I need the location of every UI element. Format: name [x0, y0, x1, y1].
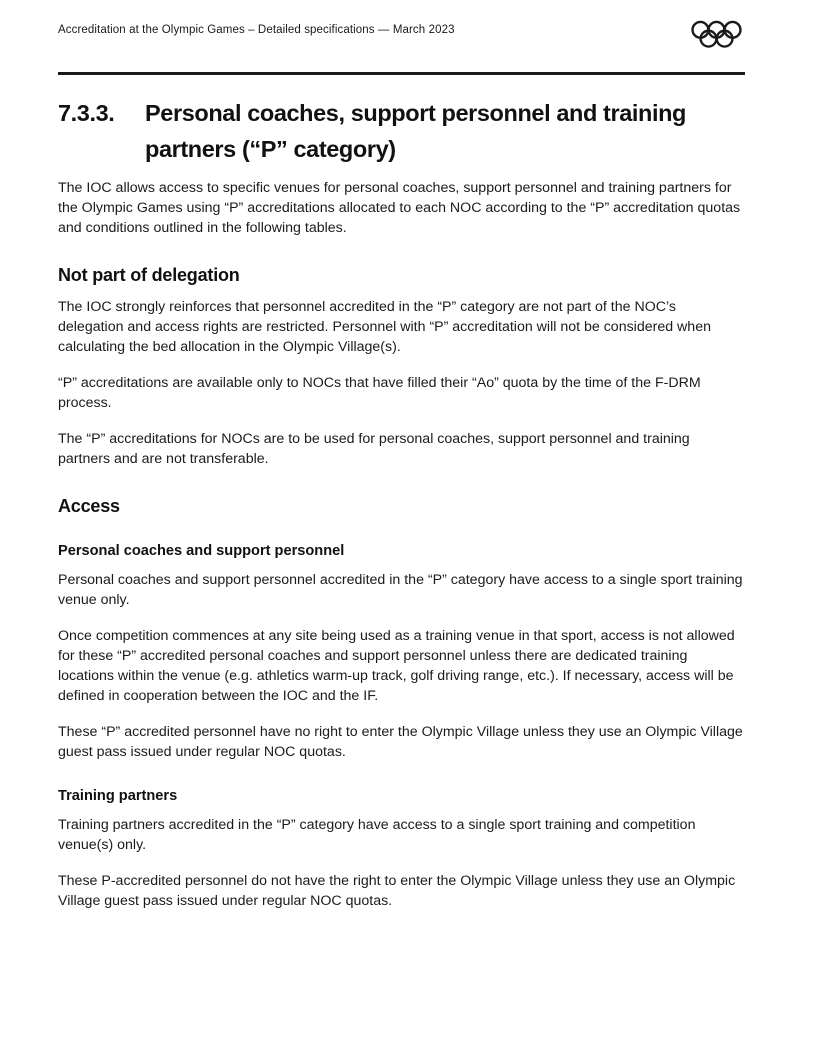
personal-coaches-paragraph: These “P” accredited personnel have no right to enter the Olympic Village unless they use an Olympic Village guest pass issued under regular NOC quotas.	[58, 723, 743, 760]
delegation-paragraph: The IOC strongly reinforces that personnel accredited in the “P” category are not part of the NOC’s delegation and access rights are restricted. Personnel with “P” accreditation will not be considered when calculating the bed allocation in the Olympic Village(s).	[58, 298, 711, 355]
heading-personal-coaches: Personal coaches and support personnel	[58, 542, 345, 559]
heading-training-partners: Training partners	[58, 787, 178, 804]
training-partners-paragraph: Training partners accredited in the “P” category have access to a single sport training and competition venue(s) only.	[58, 816, 696, 853]
header-title: Accreditation at the Olympic Games – Detailed specifications — March 2023	[58, 24, 455, 36]
personal-coaches-paragraph: Once competition commences at any site being used as a training venue in that sport, access is not allowed for these “P” accredited personal coaches and support personnel unless there are dedicated training locations within the venue (e.g. athletics warm-up track, golf driving range, etc.). If necessary, access will be defined in cooperation between the IOC and the IF.	[58, 627, 735, 704]
section-number: 7.3.3.	[58, 99, 115, 126]
section-body	[58, 178, 745, 911]
personal-coaches-paragraph: Personal coaches and support personnel accredited in the “P” category have access to a single sport training venue only.	[58, 571, 743, 608]
header-divider-rule	[58, 72, 745, 75]
training-partners-paragraph: These P-accredited personnel do not have the right to enter the Olympic Village unless they use an Olympic Village guest pass issued under regular NOC quotas.	[58, 872, 736, 909]
delegation-paragraph: “P” accreditations are available only to NOCs that have filled their “Ao” quota by the time of the F-DRM process.	[58, 374, 701, 411]
section-heading	[58, 95, 745, 167]
olympic-rings-icon	[689, 18, 745, 52]
heading-not-part-of-delegation: Not part of delegation	[58, 264, 240, 285]
delegation-paragraph: The “P” accreditations for NOCs are to be used for personal coaches, support personnel and training partners and are not transferable.	[58, 430, 690, 467]
section-title: Personal coaches, support personnel and training partners (“P” category)	[145, 99, 687, 162]
intro-paragraph: The IOC allows access to specific venues for personal coaches, support personnel and training partners for the Olympic Games using “P” accreditations allocated to each NOC according to the “P” accreditation quotas and conditions outlined in the following tables.	[58, 179, 741, 236]
document-header	[58, 16, 745, 56]
heading-access: Access	[58, 495, 120, 516]
